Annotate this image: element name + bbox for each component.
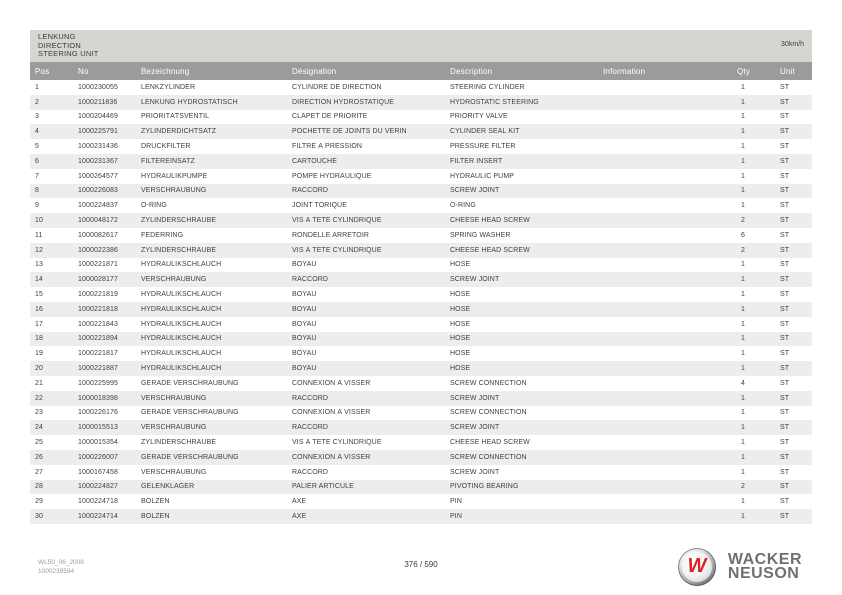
cell-bezeichnung: HYDRAULIKSCHLAUCH xyxy=(141,261,222,269)
cell-pos: 15 xyxy=(35,291,43,299)
cell-designation: RACCORD xyxy=(292,276,329,284)
table-row xyxy=(30,272,812,287)
cell-designation: RONDELLE ARRÊTOIR xyxy=(292,231,370,239)
cell-pos: 16 xyxy=(35,305,43,313)
cell-description: HOSE xyxy=(450,291,471,299)
cell-bezeichnung: VERSCHRAUBUNG xyxy=(141,187,207,195)
cell-bezeichnung: VERSCHRAUBUNG xyxy=(141,424,207,432)
logo-inner-circle xyxy=(682,552,712,582)
cell-unit: ST xyxy=(780,113,790,121)
cell-qty: 1 xyxy=(741,409,745,417)
cell-unit: ST xyxy=(780,320,790,328)
cell-pos: 8 xyxy=(35,187,39,195)
table-row xyxy=(30,124,812,139)
cell-no: 1000221817 xyxy=(78,350,118,358)
cell-description: SCREW JOINT xyxy=(450,394,500,402)
cell-bezeichnung: VERSCHRAUBUNG xyxy=(141,468,207,476)
cell-description: SCREW CONNECTION xyxy=(450,409,527,417)
cell-designation: BOYAU xyxy=(292,261,317,269)
cell-bezeichnung: GERADE VERSCHRAUBUNG xyxy=(141,409,239,417)
cell-unit: ST xyxy=(780,143,790,151)
cell-unit: ST xyxy=(780,350,790,358)
cell-bezeichnung: PRIORITÄTSVENTIL xyxy=(141,113,210,121)
cell-no: 1000226007 xyxy=(78,453,118,461)
cell-unit: ST xyxy=(780,439,790,447)
cell-description: SPRING WASHER xyxy=(450,231,511,239)
cell-bezeichnung: GERADE VERSCHRAUBUNG xyxy=(141,379,239,387)
cell-pos: 4 xyxy=(35,128,39,136)
cell-unit: ST xyxy=(780,202,790,210)
cell-bezeichnung: DRUCKFILTER xyxy=(141,143,191,151)
table-row xyxy=(30,361,812,376)
table-row xyxy=(30,332,812,347)
cell-qty: 1 xyxy=(741,335,745,343)
cell-qty: 1 xyxy=(741,261,745,269)
section-title-fr: DIRECTION xyxy=(38,40,82,50)
footer-doc-code: WL50_06_2008 xyxy=(38,559,84,566)
cell-unit: ST xyxy=(780,424,790,432)
cell-bezeichnung: ZYLINDERDICHTSATZ xyxy=(141,128,217,136)
cell-no: 1000225995 xyxy=(78,379,118,387)
column-header-pos: Pos xyxy=(35,66,50,76)
cell-unit: ST xyxy=(780,246,790,254)
cell-bezeichnung: HYDRAULIKPUMPE xyxy=(141,172,208,180)
cell-bezeichnung: VERSCHRAUBUNG xyxy=(141,394,207,402)
cell-qty: 1 xyxy=(741,291,745,299)
cell-description: SCREW JOINT xyxy=(450,468,500,476)
cell-bezeichnung: BOLZEN xyxy=(141,513,170,520)
cell-pos: 17 xyxy=(35,320,43,328)
cell-no: 1000204469 xyxy=(78,113,118,121)
cell-pos: 19 xyxy=(35,350,43,358)
cell-designation: AXE xyxy=(292,513,307,520)
cell-no: 1000015354 xyxy=(78,439,118,447)
table-row xyxy=(30,139,812,154)
cell-designation: DIRECTION HYDROSTATIQUE xyxy=(292,98,394,106)
cell-qty: 1 xyxy=(741,98,745,106)
cell-designation: VIS À TÊTE CYLINDRIQUE xyxy=(292,439,382,447)
section-header-band xyxy=(30,30,812,62)
cell-designation: FILTRE À PRESSION xyxy=(292,143,363,151)
table-row xyxy=(30,95,812,110)
cell-qty: 4 xyxy=(741,379,745,387)
cell-bezeichnung: HYDRAULIKSCHLAUCH xyxy=(141,335,222,343)
cell-designation: RACCORD xyxy=(292,468,329,476)
cell-pos: 20 xyxy=(35,365,43,373)
cell-bezeichnung: HYDRAULIKSCHLAUCH xyxy=(141,365,222,373)
cell-designation: PALIER ARTICULÉ xyxy=(292,483,354,491)
column-header-qty: Qty xyxy=(737,66,751,76)
cell-bezeichnung: BOLZEN xyxy=(141,498,170,506)
logo-w-letter: W xyxy=(687,554,707,577)
cell-unit: ST xyxy=(780,172,790,180)
cell-unit: ST xyxy=(780,394,790,402)
table-row xyxy=(30,154,812,169)
cell-pos: 2 xyxy=(35,98,39,106)
cell-pos: 30 xyxy=(35,513,43,520)
cell-pos: 3 xyxy=(35,113,39,121)
table-row xyxy=(30,391,812,406)
table-row xyxy=(30,420,812,435)
cell-designation: JOINT TORIQUE xyxy=(292,202,347,210)
cell-pos: 7 xyxy=(35,172,39,180)
cell-unit: ST xyxy=(780,157,790,165)
cell-unit: ST xyxy=(780,409,790,417)
cell-description: CYLINDER SEAL KIT xyxy=(450,128,520,136)
cell-description: HYDRAULIC PUMP xyxy=(450,172,515,180)
cell-no: 1000224718 xyxy=(78,498,118,506)
cell-bezeichnung: HYDRAULIKSCHLAUCH xyxy=(141,320,222,328)
cell-designation: CARTOUCHE xyxy=(292,157,337,165)
cell-qty: 1 xyxy=(741,305,745,313)
table-row xyxy=(30,213,812,228)
column-header-no: No xyxy=(78,66,89,76)
cell-no: 1000082617 xyxy=(78,231,118,239)
cell-designation: CONNEXION À VISSER xyxy=(292,379,371,387)
cell-no: 1000224827 xyxy=(78,483,118,491)
table-body xyxy=(30,80,812,524)
cell-unit: ST xyxy=(780,335,790,343)
cell-qty: 1 xyxy=(741,187,745,195)
cell-description: HOSE xyxy=(450,365,471,373)
wacker-neuson-logo-icon xyxy=(678,548,716,586)
cell-description: O-RING xyxy=(450,202,476,210)
cell-bezeichnung: VERSCHRAUBUNG xyxy=(141,276,207,284)
cell-designation: BOYAU xyxy=(292,305,317,313)
cell-qty: 1 xyxy=(741,276,745,284)
cell-designation: BOYAU xyxy=(292,291,317,299)
footer-doc-number: 1000239594 xyxy=(38,568,75,575)
cell-pos: 6 xyxy=(35,157,39,165)
cell-pos: 18 xyxy=(35,335,43,343)
column-header-designation: Désignation xyxy=(292,66,337,76)
table-row xyxy=(30,435,812,450)
cell-pos: 25 xyxy=(35,439,43,447)
cell-no: 1000226083 xyxy=(78,187,118,195)
cell-no: 1000221894 xyxy=(78,335,118,343)
cell-description: SCREW CONNECTION xyxy=(450,453,527,461)
brand-name-line1: WACKER xyxy=(727,550,802,568)
cell-no: 1000028177 xyxy=(78,276,118,284)
cell-pos: 23 xyxy=(35,409,43,417)
cell-pos: 5 xyxy=(35,143,39,151)
cell-no: 1000048172 xyxy=(78,217,118,225)
speed-variant-label: 30km/h xyxy=(781,41,804,48)
table-row xyxy=(30,480,812,495)
table-row xyxy=(30,80,812,95)
cell-designation: AXE xyxy=(292,498,307,506)
cell-qty: 1 xyxy=(741,513,745,520)
cell-bezeichnung: ZYLINDERSCHRAUBE xyxy=(141,246,217,254)
table-row xyxy=(30,406,812,421)
cell-bezeichnung: ZYLINDERSCHRAUBE xyxy=(141,217,217,225)
cell-unit: ST xyxy=(780,83,790,91)
cell-description: PIVOTING BEARING xyxy=(450,483,519,491)
table-row xyxy=(30,184,812,199)
cell-pos: 27 xyxy=(35,468,43,476)
cell-no: 1000167458 xyxy=(78,468,118,476)
column-header-unit: Unit xyxy=(780,66,796,76)
cell-bezeichnung: HYDRAULIKSCHLAUCH xyxy=(141,305,222,313)
cell-pos: 26 xyxy=(35,453,43,461)
cell-designation: BOYAU xyxy=(292,365,317,373)
cell-designation: CONNEXION À VISSER xyxy=(292,409,371,417)
cell-designation: VIS À TÊTE CYLINDRIQUE xyxy=(292,246,382,254)
table-row xyxy=(30,509,812,524)
cell-bezeichnung: FEDERRING xyxy=(141,231,184,239)
cell-pos: 28 xyxy=(35,483,43,491)
cell-description: CHEESE HEAD SCREW xyxy=(450,217,530,225)
table-row xyxy=(30,258,812,273)
cell-description: STEERING CYLINDER xyxy=(450,83,525,91)
cell-qty: 2 xyxy=(741,246,745,254)
cell-pos: 11 xyxy=(35,231,43,239)
cell-no: 1000221887 xyxy=(78,365,118,373)
cell-bezeichnung: LENKZYLINDER xyxy=(141,83,196,91)
section-title-de: LENKUNG xyxy=(38,32,76,41)
cell-no: 1000225791 xyxy=(78,128,118,136)
cell-designation: RACCORD xyxy=(292,424,329,432)
page-indicator: 376 / 590 xyxy=(404,560,438,569)
table-row xyxy=(30,110,812,125)
cell-designation: BOYAU xyxy=(292,335,317,343)
cell-no: 1000264577 xyxy=(78,172,118,180)
cell-unit: ST xyxy=(780,453,790,461)
cell-pos: 21 xyxy=(35,379,43,387)
cell-qty: 1 xyxy=(741,172,745,180)
table-row xyxy=(30,287,812,302)
cell-designation: VIS À TÊTE CYLINDRIQUE xyxy=(292,217,382,225)
cell-pos: 14 xyxy=(35,276,43,284)
table-row xyxy=(30,450,812,465)
cell-description: PIN xyxy=(450,498,462,506)
cell-unit: ST xyxy=(780,305,790,313)
cell-qty: 1 xyxy=(741,424,745,432)
section-title-en: STEERING UNIT xyxy=(38,49,99,58)
cell-designation: CYLINDRE DE DIRECTION xyxy=(292,83,382,91)
cell-qty: 1 xyxy=(741,498,745,506)
table-row xyxy=(30,346,812,361)
cell-unit: ST xyxy=(780,365,790,373)
cell-description: HOSE xyxy=(450,261,471,269)
cell-description: HOSE xyxy=(450,350,471,358)
cell-bezeichnung: HYDRAULIKSCHLAUCH xyxy=(141,350,222,358)
cell-description: CHEESE HEAD SCREW xyxy=(450,439,530,447)
cell-pos: 12 xyxy=(35,246,43,254)
cell-pos: 29 xyxy=(35,498,43,506)
cell-pos: 9 xyxy=(35,202,39,210)
cell-description: SCREW JOINT xyxy=(450,424,500,432)
cell-qty: 2 xyxy=(741,483,745,491)
brand-wordmark xyxy=(727,550,802,582)
cell-qty: 1 xyxy=(741,468,745,476)
cell-unit: ST xyxy=(780,261,790,269)
cell-no: 1000224837 xyxy=(78,202,118,210)
cell-no: 1000221871 xyxy=(78,261,118,269)
table-row xyxy=(30,465,812,480)
cell-bezeichnung: GELENKLAGER xyxy=(141,483,195,491)
cell-qty: 1 xyxy=(741,113,745,121)
table-row xyxy=(30,228,812,243)
cell-description: HOSE xyxy=(450,320,471,328)
cell-no: 1000211836 xyxy=(78,98,118,106)
cell-qty: 1 xyxy=(741,365,745,373)
cell-designation: CLAPET DE PRIORITÉ xyxy=(292,113,368,121)
cell-description: SCREW CONNECTION xyxy=(450,379,527,387)
cell-unit: ST xyxy=(780,187,790,195)
cell-pos: 24 xyxy=(35,424,43,432)
cell-no: 1000230055 xyxy=(78,83,118,91)
cell-no: 1000221818 xyxy=(78,305,118,313)
cell-designation: POCHETTE DE JOINTS DU VÉRIN xyxy=(292,128,407,136)
cell-description: PRESSURE FILTER xyxy=(450,143,516,151)
cell-no: 1000231436 xyxy=(78,143,118,151)
cell-qty: 6 xyxy=(741,231,745,239)
cell-qty: 1 xyxy=(741,202,745,210)
column-header-information: Information xyxy=(603,66,646,76)
cell-unit: ST xyxy=(780,217,790,225)
cell-description: HOSE xyxy=(450,335,471,343)
cell-bezeichnung: ZYLINDERSCHRAUBE xyxy=(141,439,217,447)
cell-qty: 1 xyxy=(741,143,745,151)
cell-description: CHEESE HEAD SCREW xyxy=(450,246,530,254)
table-row xyxy=(30,376,812,391)
cell-qty: 1 xyxy=(741,394,745,402)
cell-pos: 13 xyxy=(35,261,43,269)
column-header-bezeichnung: Bezeichnung xyxy=(141,66,190,76)
table-row xyxy=(30,243,812,258)
cell-unit: ST xyxy=(780,231,790,239)
cell-description: PIN xyxy=(450,513,462,520)
cell-qty: 1 xyxy=(741,157,745,165)
cell-qty: 1 xyxy=(741,350,745,358)
cell-description: HYDROSTATIC STEERING xyxy=(450,98,539,106)
cell-no: 1000015513 xyxy=(78,424,118,432)
cell-designation: POMPE HYDRAULIQUE xyxy=(292,172,372,180)
cell-description: HOSE xyxy=(450,305,471,313)
cell-designation: BOYAU xyxy=(292,320,317,328)
table-row xyxy=(30,169,812,184)
cell-bezeichnung: LENKUNG HYDROSTATISCH xyxy=(141,98,238,106)
cell-description: FILTER INSERT xyxy=(450,157,503,165)
table-row xyxy=(30,302,812,317)
table-row xyxy=(30,198,812,213)
cell-description: SCREW JOINT xyxy=(450,276,500,284)
cell-bezeichnung: HYDRAULIKSCHLAUCH xyxy=(141,291,222,299)
cell-designation: CONNEXION À VISSER xyxy=(292,453,371,461)
cell-unit: ST xyxy=(780,276,790,284)
cell-qty: 1 xyxy=(741,453,745,461)
column-header-description: Description xyxy=(450,66,493,76)
cell-no: 1000231367 xyxy=(78,157,118,165)
cell-description: SCREW JOINT xyxy=(450,187,500,195)
cell-pos: 1 xyxy=(35,83,39,91)
cell-bezeichnung: GERADE VERSCHRAUBUNG xyxy=(141,453,239,461)
cell-no: 1000221843 xyxy=(78,320,118,328)
cell-description: PRIORITY VALVE xyxy=(450,113,508,121)
cell-qty: 1 xyxy=(741,320,745,328)
table-header-row xyxy=(30,62,812,80)
cell-bezeichnung: FILTEREINSATZ xyxy=(141,157,195,165)
cell-qty: 1 xyxy=(741,128,745,136)
brand-block xyxy=(678,548,802,586)
table-row xyxy=(30,317,812,332)
cell-no: 1000226176 xyxy=(78,409,118,417)
cell-unit: ST xyxy=(780,98,790,106)
brand-name-line2: NEUSON xyxy=(727,565,800,582)
cell-qty: 2 xyxy=(741,217,745,225)
cell-pos: 22 xyxy=(35,394,43,402)
cell-unit: ST xyxy=(780,468,790,476)
cell-qty: 1 xyxy=(741,439,745,447)
cell-unit: ST xyxy=(780,513,790,520)
cell-bezeichnung: O-RING xyxy=(141,202,167,210)
cell-unit: ST xyxy=(780,291,790,299)
cell-designation: RACCORD xyxy=(292,394,329,402)
cell-unit: ST xyxy=(780,128,790,136)
cell-unit: ST xyxy=(780,498,790,506)
cell-designation: BOYAU xyxy=(292,350,317,358)
cell-no: 1000018398 xyxy=(78,394,118,402)
cell-designation: RACCORD xyxy=(292,187,329,195)
cell-qty: 1 xyxy=(741,83,745,91)
cell-no: 1000224714 xyxy=(78,513,118,520)
cell-pos: 10 xyxy=(35,217,43,225)
table-row xyxy=(30,494,812,509)
cell-no: 1000022386 xyxy=(78,246,118,254)
cell-unit: ST xyxy=(780,379,790,387)
cell-no: 1000221819 xyxy=(78,291,118,299)
cell-unit: ST xyxy=(780,483,790,491)
